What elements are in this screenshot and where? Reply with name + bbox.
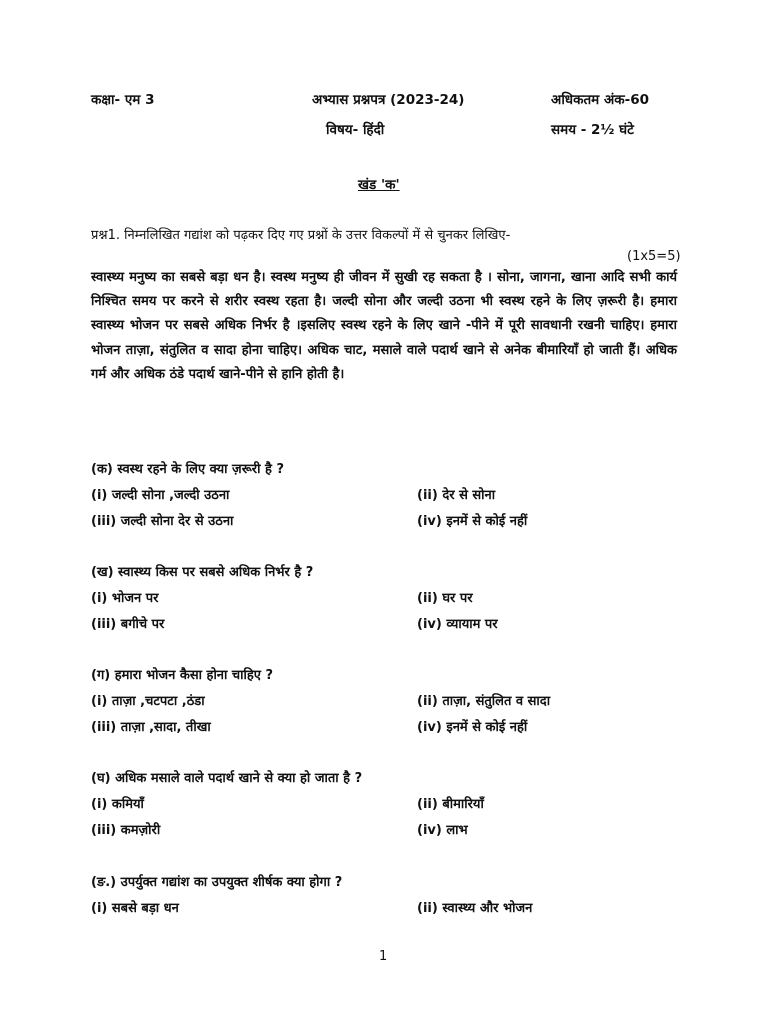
class-label: कक्षा- एम 3 bbox=[91, 92, 155, 108]
option-kha-4: (iv) व्यायाम पर bbox=[417, 617, 498, 632]
option-kha-3: (iii) बगीचे पर bbox=[91, 617, 165, 632]
question-instruction: प्रश्न1. निम्नलिखित गद्यांश को पढ़कर दिए गए प्रश्नों के उत्तर विकल्पों में से चुनकर लिखिए- bbox=[91, 228, 511, 243]
page-number: 1 bbox=[379, 949, 388, 964]
passage: स्वास्थ्य मनुष्य का सबसे बड़ा धन है। स्वस्थ मनुष्य ही जीवन में सुखी रह सकता है । सोना, जागना, खाना आदि सभी कार्य निश्चित समय पर करने से शरीर स्वस्थ रहता है। जल्दी सोना और जल्दी उठना भी स्वस्थ रहने के लिए ज़रूरी है। हमारा स्वास्थ्य भोजन पर सबसे अधिक निर्भर है ।इसलिए स्वस्थ रहने के लिए खाने -पीने में पूरी सावधानी रखनी चाहिए। हमारा भोजन ताज़ा, संतुलित व सादा होना चाहिए। अधिक चाट, मसाले वाले पदार्थ खाने से अनेक बीमारियाँ हो जाती हैं। अधिक गर्म और अधिक ठंडे पदार्थ खाने-पीने से हानि होती है। bbox=[91, 270, 677, 382]
section-title: खंड 'क' bbox=[358, 177, 400, 193]
option-ka-2: (ii) देर से सोना bbox=[417, 488, 496, 503]
option-gha-4: (iv) लाभ bbox=[417, 823, 468, 838]
option-nga-1: (i) सबसे बड़ा धन bbox=[91, 901, 179, 916]
option-ka-3: (iii) जल्दी सोना देर से उठना bbox=[91, 514, 234, 529]
question-marks: (1x5=5) bbox=[627, 249, 681, 264]
subquestion-nga: (ङ.) उपर्युक्त गद्यांश का उपयुक्त शीर्षक क्या होगा ? bbox=[91, 875, 343, 890]
option-ga-3: (iii) ताज़ा ,सादा, तीखा bbox=[91, 720, 211, 735]
option-gha-2: (ii) बीमारियाँ bbox=[417, 797, 484, 812]
max-marks: अधिकतम अंक-60 bbox=[551, 92, 650, 108]
option-ka-4: (iv) इनमें से कोई नहीं bbox=[417, 514, 528, 529]
option-gha-1: (i) कमियाँ bbox=[91, 797, 144, 812]
option-ga-4: (iv) इनमें से कोई नहीं bbox=[417, 720, 528, 735]
subject-label: विषय- हिंदी bbox=[326, 122, 385, 138]
subquestion-ka: (क) स्वस्थ रहने के लिए क्या ज़रूरी है ? bbox=[91, 462, 284, 477]
option-kha-1: (i) भोजन पर bbox=[91, 591, 159, 606]
option-gha-3: (iii) कमज़ोरी bbox=[91, 823, 161, 838]
subquestion-kha: (ख) स्वास्थ्य किस पर सबसे अधिक निर्भर है ? bbox=[91, 565, 314, 580]
subquestion-gha: (घ) अधिक मसाले वाले पदार्थ खाने से क्या हो जाता है ? bbox=[91, 771, 363, 786]
option-ga-2: (ii) ताज़ा, संतुलित व सादा bbox=[417, 694, 551, 709]
option-kha-2: (ii) घर पर bbox=[417, 591, 473, 606]
time-label: समय - 2½ घंटे bbox=[551, 122, 634, 138]
paper-title: अभ्यास प्रश्नपत्र (2023-24) bbox=[312, 92, 465, 108]
option-nga-2: (ii) स्वास्थ्य और भोजन bbox=[417, 901, 533, 916]
option-ka-1: (i) जल्दी सोना ,जल्दी उठना bbox=[91, 488, 230, 503]
option-ga-1: (i) ताज़ा ,चटपटा ,ठंडा bbox=[91, 694, 205, 709]
subquestion-ga: (ग) हमारा भोजन कैसा होना चाहिए ? bbox=[91, 668, 274, 683]
